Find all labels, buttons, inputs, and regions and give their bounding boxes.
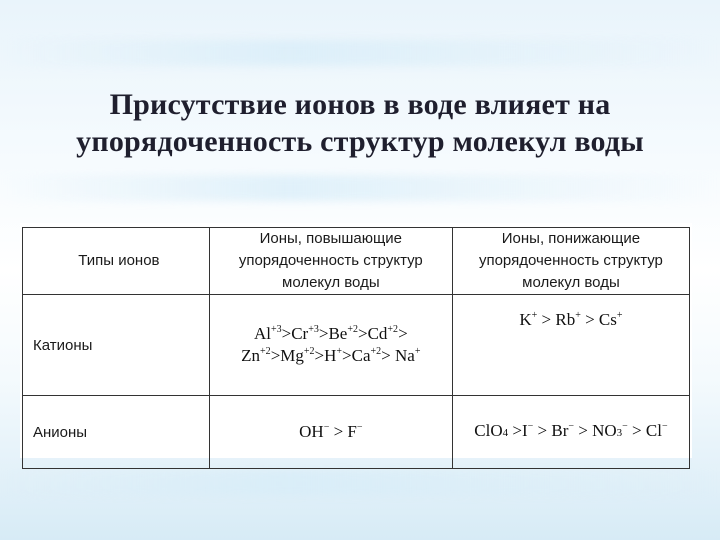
formula-segment: >Mg (270, 346, 304, 365)
formula-segment: >Ca (342, 346, 371, 365)
formula-segment: − (622, 421, 628, 432)
cations-increasing (209, 295, 452, 396)
header-increasing-line: молекул воды (282, 274, 380, 291)
anions-increasing (209, 396, 452, 469)
formula-segment: + (414, 346, 421, 357)
formula-segment: >Be (318, 324, 348, 343)
formula-segment: +3 (308, 324, 319, 335)
formula-segment: − (661, 421, 668, 432)
formula-segment: > Cl (627, 421, 662, 440)
table-row (23, 295, 690, 396)
formula-segment: >Cr (281, 324, 309, 343)
background-streak (0, 175, 720, 201)
header-increasing (209, 228, 452, 295)
row-label-cations: Катионы (23, 295, 210, 396)
formula-segment: > Cs (580, 310, 617, 329)
formula-segment: 3 (616, 427, 623, 439)
anions-increasing-line (214, 421, 448, 443)
header-decreasing-line: Ионы, понижающие (501, 230, 641, 247)
formula-segment: + (575, 310, 581, 321)
formula-segment: − (356, 422, 363, 433)
formula-segment: + (531, 310, 538, 321)
formula-segment: > NO (574, 421, 617, 440)
cations-increasing-line-1 (214, 323, 448, 345)
formula-segment: >I (508, 421, 528, 440)
header-increasing-line: Ионы, повышающие (259, 230, 403, 247)
ion-table (22, 227, 690, 469)
formula-segment: OH (299, 422, 324, 441)
table-row (23, 396, 690, 469)
title-line-1: Присутствие ионов в воде влияет на (109, 88, 611, 121)
row-label-anions: Анионы (23, 396, 210, 469)
formula-segment: + (336, 346, 343, 357)
formula-segment: >Cd (357, 324, 388, 343)
formula-segment: +3 (270, 324, 282, 335)
header-ion-types: Типы ионов (23, 228, 210, 295)
formula-segment: ClO (474, 421, 503, 440)
formula-segment: > Na (381, 346, 415, 365)
anions-decreasing-line (457, 420, 685, 444)
formula-segment: + (616, 310, 623, 321)
background-streak (0, 40, 720, 66)
formula-segment: K (519, 310, 532, 329)
formula-segment: Al (253, 324, 271, 343)
slide-title (0, 86, 720, 160)
formula-segment: +2 (347, 324, 358, 335)
formula-segment: Zn (241, 346, 261, 365)
cations-decreasing (452, 295, 689, 396)
background-streak (0, 470, 720, 496)
formula-segment: +2 (387, 324, 399, 335)
formula-segment: − (527, 421, 534, 432)
formula-segment: 4 (502, 427, 509, 439)
header-decreasing-line: упорядоченность структур (478, 252, 663, 269)
cations-decreasing-line (457, 309, 685, 331)
title-line-2: упорядоченность структур молекул воды (76, 125, 644, 158)
formula-segment: +2 (303, 346, 315, 357)
ion-table-container (20, 223, 692, 458)
formula-segment: > F (329, 422, 357, 441)
formula-segment: >H (314, 346, 337, 365)
header-decreasing-line: молекул воды (522, 274, 620, 291)
header-decreasing (452, 228, 689, 295)
formula-segment: > (398, 324, 408, 343)
anions-decreasing (452, 396, 689, 469)
formula-segment: > Rb (537, 310, 576, 329)
formula-segment: +2 (370, 346, 382, 357)
formula-segment: − (568, 421, 574, 432)
cations-increasing-line-2 (214, 345, 448, 367)
header-increasing-line: упорядоченность структур (238, 252, 423, 269)
formula-segment: +2 (260, 346, 271, 357)
formula-segment: > Br (533, 421, 569, 440)
table-header-row (23, 228, 690, 295)
formula-segment: − (323, 422, 330, 433)
